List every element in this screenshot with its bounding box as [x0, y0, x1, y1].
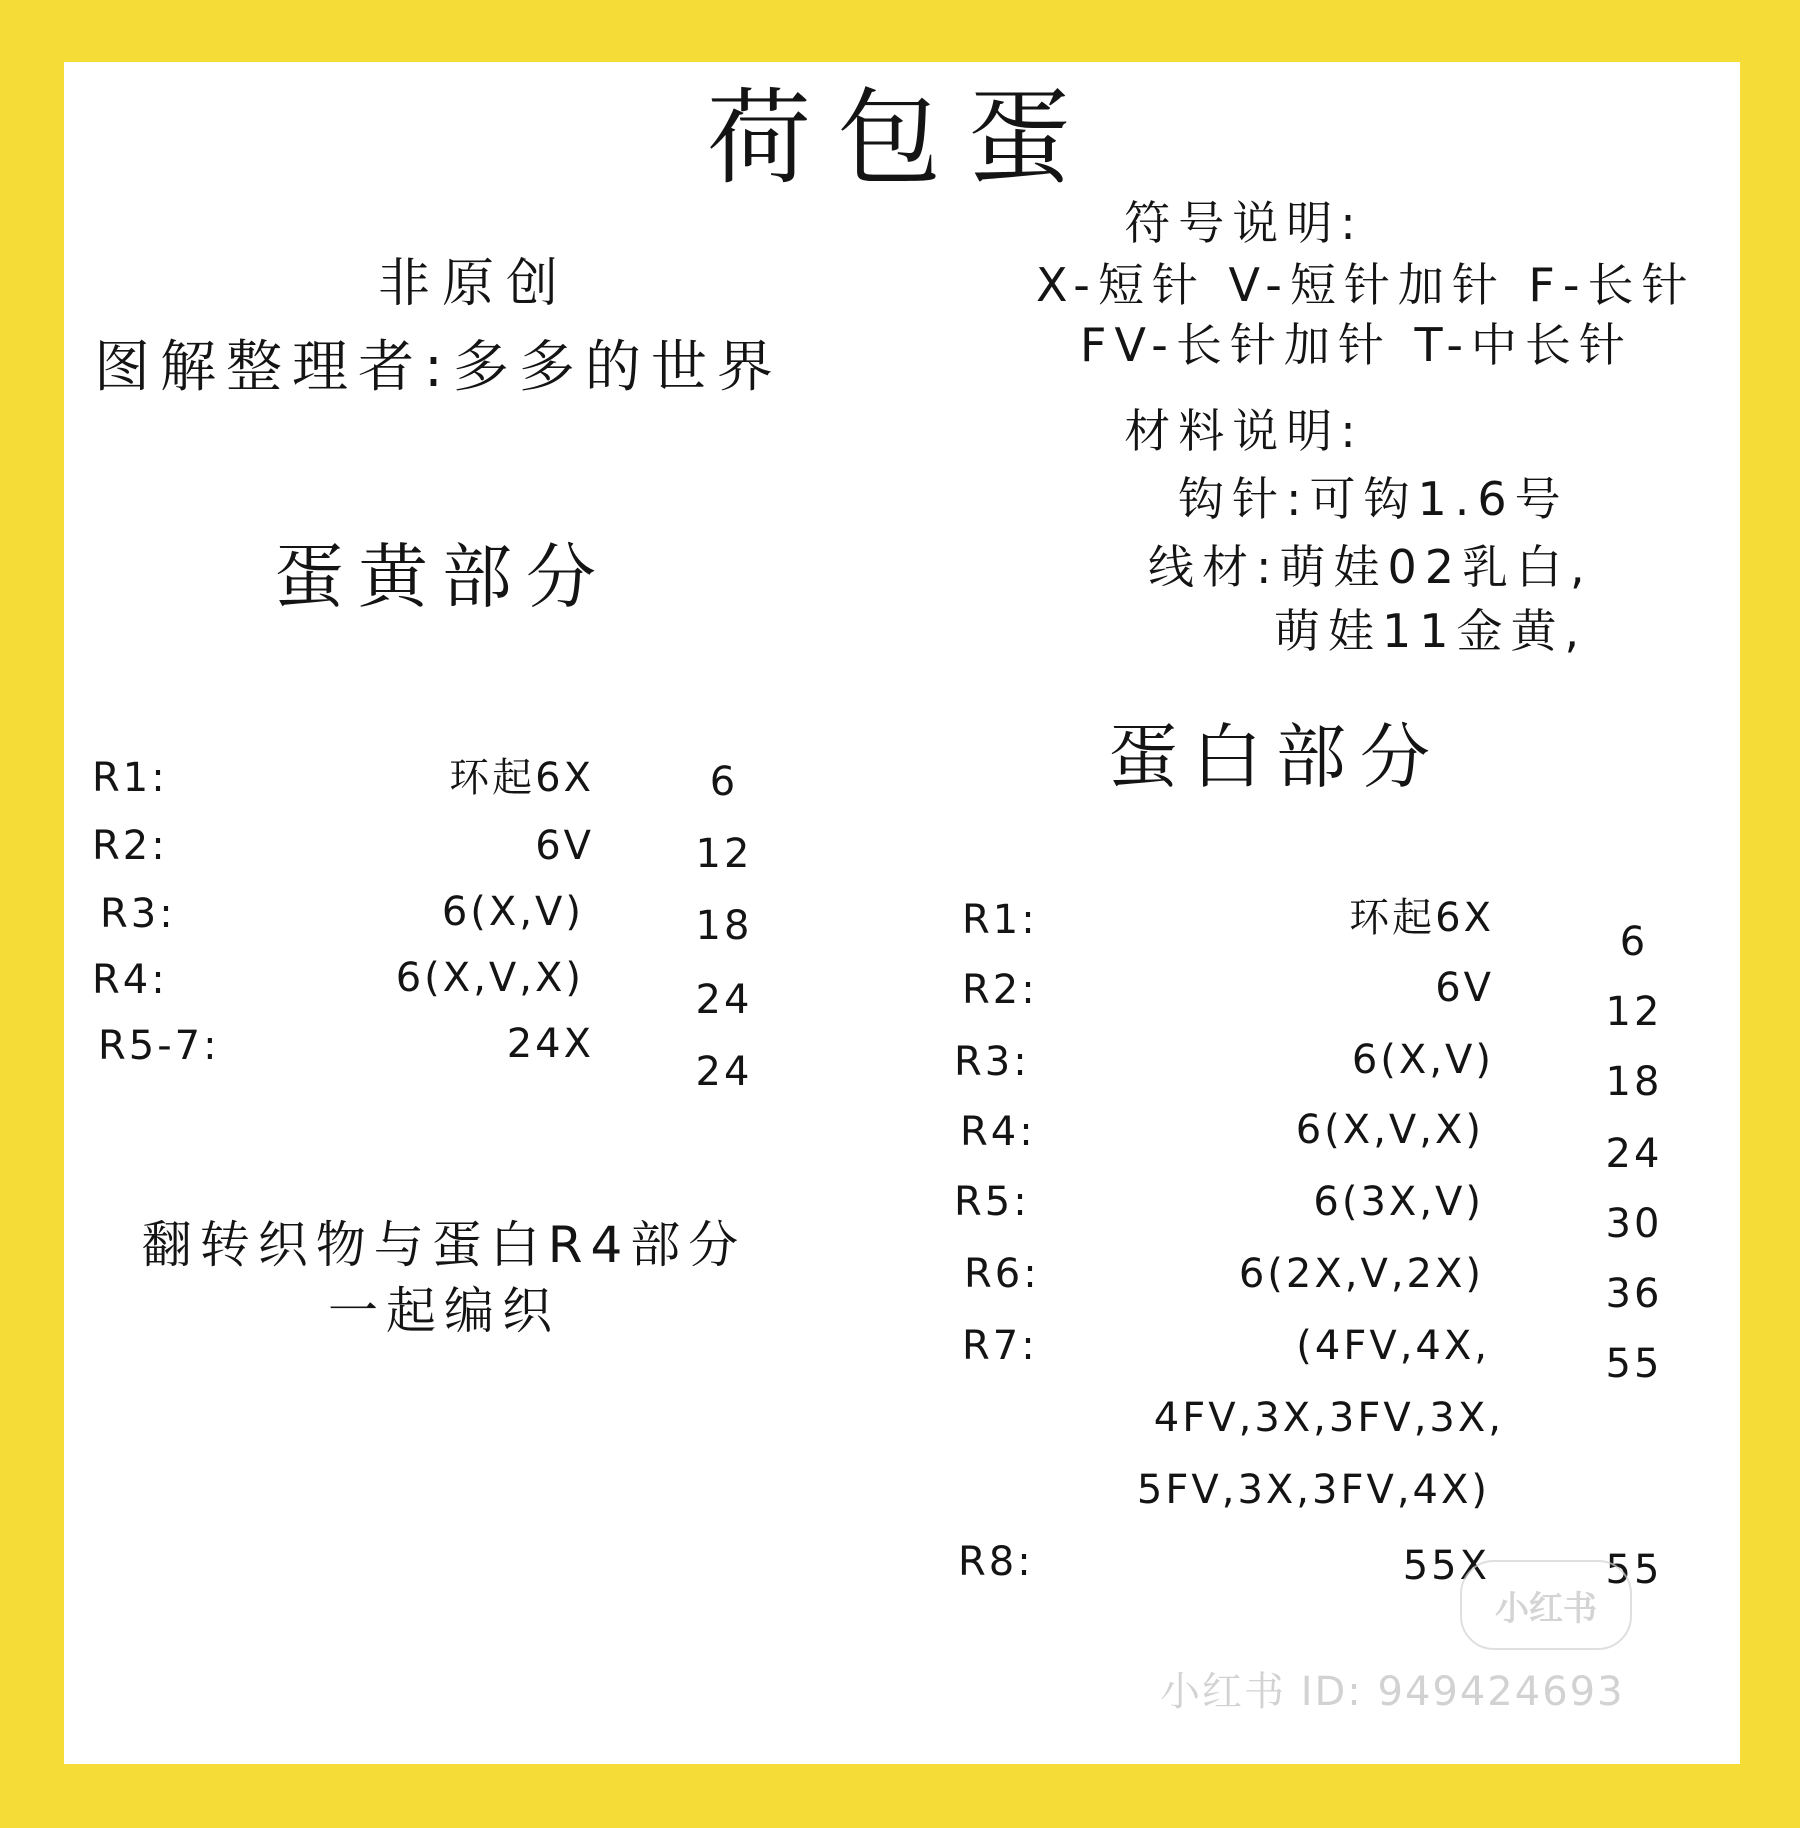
white-row-label: R1:: [962, 897, 1038, 943]
credit-line-1: 非原创: [377, 254, 570, 314]
yolk-row-count: 18: [695, 903, 753, 949]
white-row-count: 55: [1605, 1341, 1663, 1387]
white-heading: 蛋白部分: [1108, 716, 1444, 798]
yolk-row-label: R4:: [92, 957, 168, 1003]
white-r7-continuation-1: 4FV,3X,3FV,3X,: [1153, 1395, 1504, 1441]
white-row-count: 24: [1605, 1131, 1663, 1177]
white-row-count: 18: [1605, 1059, 1663, 1105]
yolk-note-line-2: 一起编织: [328, 1282, 560, 1340]
white-row-label: R5:: [954, 1179, 1030, 1225]
yolk-note-line-1: 翻转织物与蛋白R4部分: [141, 1216, 747, 1274]
yolk-row-label: R2:: [92, 823, 168, 869]
white-row-label: R7:: [962, 1323, 1038, 1369]
white-row-instruction: 6(X,V): [1351, 1037, 1494, 1083]
yolk-row-label: R5-7:: [98, 1023, 220, 1069]
yolk-row-instruction: 6(X,V,X): [395, 955, 584, 1001]
materials-hook: 钩针:可钩1.6号: [1178, 472, 1569, 526]
yolk-row-count: 6: [709, 759, 739, 805]
yolk-row-count: 24: [695, 1049, 753, 1095]
white-row-instruction: 55X: [1402, 1543, 1490, 1589]
yolk-row-count: 12: [695, 831, 753, 877]
white-row-instruction: 6V: [1435, 965, 1494, 1011]
white-row-count: 12: [1605, 989, 1663, 1035]
white-row-instruction: 6(X,V,X): [1295, 1107, 1484, 1153]
white-row-instruction: 6(3X,V): [1313, 1179, 1484, 1225]
yolk-row-instruction: 环起6X: [449, 755, 594, 801]
page-title: 荷包蛋: [706, 77, 1097, 199]
symbols-line-1: X-短针 V-短针加针 F-长针: [1036, 258, 1696, 312]
white-row-count: 30: [1605, 1201, 1663, 1247]
white-row-label: R4:: [960, 1109, 1036, 1155]
white-row-label: R6:: [964, 1251, 1040, 1297]
white-row-label: R8:: [958, 1539, 1034, 1585]
white-row-label: R3:: [954, 1039, 1030, 1085]
credit-line-2: 图解整理者:多多的世界: [94, 335, 783, 400]
watermark-id: 小红书 ID: 949424693: [1160, 1669, 1625, 1715]
yolk-row-count: 24: [695, 977, 753, 1023]
white-row-count: 55: [1605, 1547, 1663, 1593]
materials-heading: 材料说明:: [1124, 404, 1364, 458]
white-row-instruction: 6(2X,V,2X): [1238, 1251, 1484, 1297]
materials-yarn-2: 萌娃11金黄,: [1274, 604, 1588, 658]
white-row-instruction: (4FV,4X,: [1296, 1323, 1490, 1369]
recipe-sheet: [64, 62, 1740, 1764]
yolk-row-instruction: 24X: [506, 1021, 594, 1067]
yolk-row-instruction: 6V: [535, 823, 594, 869]
white-row-count: 36: [1605, 1271, 1663, 1317]
materials-yarn-1: 线材:萌娃02乳白,: [1148, 540, 1593, 594]
watermark-badge: 小红书: [1460, 1560, 1632, 1650]
symbols-heading: 符号说明:: [1124, 196, 1364, 250]
yolk-row-label: R3:: [100, 891, 176, 937]
yolk-heading: 蛋黄部分: [274, 536, 610, 618]
yolk-row-label: R1:: [92, 755, 168, 801]
white-row-instruction: 环起6X: [1349, 895, 1494, 941]
white-r7-continuation-2: 5FV,3X,3FV,4X): [1136, 1467, 1490, 1513]
symbols-line-2: FV-长针加针 T-中长针: [1080, 318, 1633, 372]
yolk-row-instruction: 6(X,V): [441, 889, 584, 935]
white-row-count: 6: [1619, 919, 1649, 965]
white-row-label: R2:: [962, 967, 1038, 1013]
